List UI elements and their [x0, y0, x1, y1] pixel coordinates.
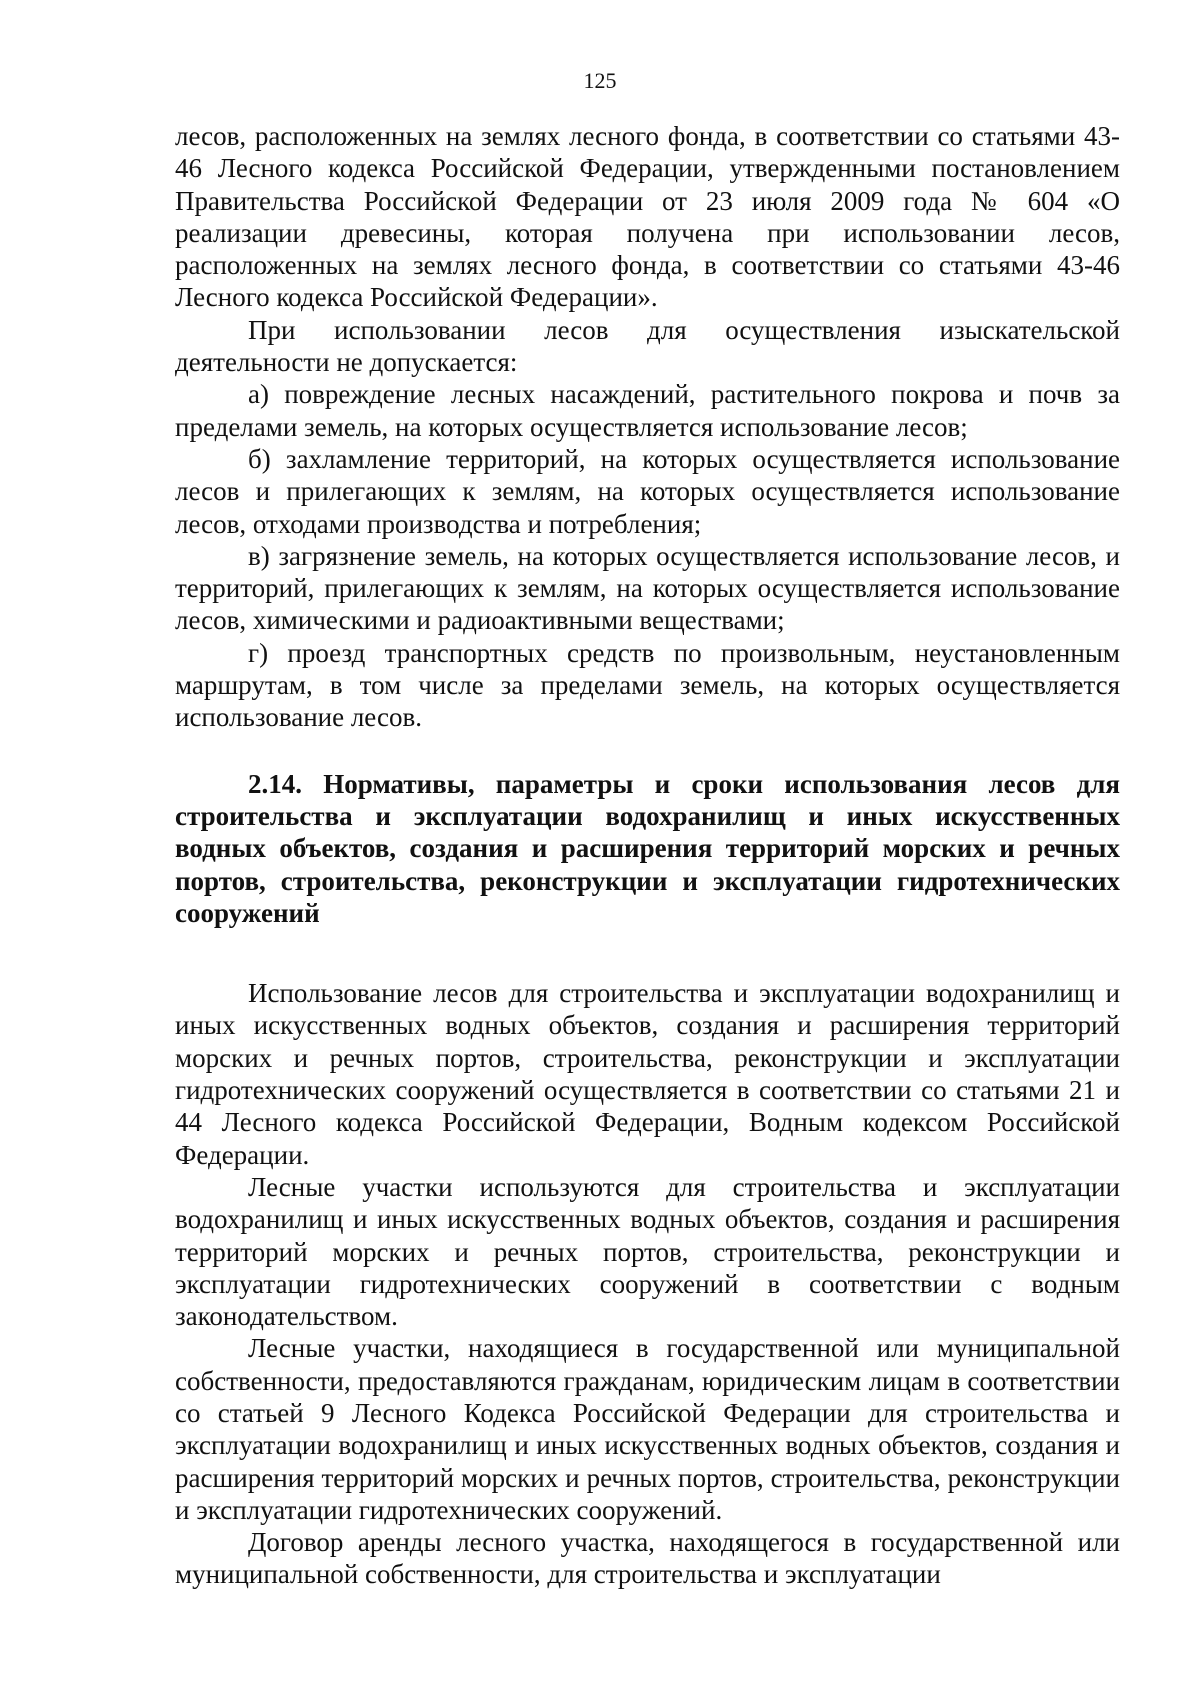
- paragraph-land-use: Лесные участки используются для строительства и эксплуатации водохранилищ и иных искусственных водных объектов, создания и расширения территорий морских и речных портов, строительства, реконструкции и эксплуатации гидротехнических сооружений в соответствии с водным законодательством.: [175, 1171, 1120, 1332]
- section-heading: 2.14. Нормативы, параметры и сроки использования лесов для строительства и эксплуатации водохранилищ и иных искусственных водных объектов, создания и расширения территорий морских и речных портов, строительства, реконструкции и эксплуатации гидротехнических сооружений: [175, 768, 1120, 928]
- paragraph-legal-basis: Использование лесов для строительства и эксплуатации водохранилищ и иных искусственных водных объектов, создания и расширения территорий морских и речных портов, строительства, реконструкции и эксплуатации гидротехнических сооружений осуществляется в соответствии со статьями 21 и 44 Лесного кодекса Российской Федерации, Водным кодексом Российской Федерации.: [175, 978, 1120, 1170]
- list-item-g: г) проезд транспортных средств по произвольным, неустановленным маршрутам, в том числе за пределами земель, на которых осуществляется использование лесов.: [175, 637, 1120, 733]
- paragraph-survey-restrictions-intro: При использовании лесов для осуществления изыскательской деятельности не допускается:: [175, 314, 1120, 378]
- page-body: [175, 120, 1120, 1591]
- paragraph-wood-sales-continuation: лесов, расположенных на землях лесного фонда, в соответствии со статьями 43-46 Лесного кодекса Российской Федерации, утвержденными постановлением Правительства Российской Федерации от 23 июля 2009 года № 604 «О реализации древесины, которая получена при использовании лесов, расположенных на землях лесного фонда, в соответствии со статьями 43-46 Лесного кодекса Российской Федерации».: [175, 121, 1120, 313]
- list-item-a: а) повреждение лесных насаждений, растительного покрова и почв за пределами земель, на которых осуществляется использование лесов;: [175, 379, 1120, 442]
- list-item-v: в) загрязнение земель, на которых осуществляется использование лесов, и территорий, прилегающих к землям, на которых осуществляется использование лесов, химическими и радиоактивными веществами;: [175, 540, 1120, 636]
- paragraph-land-provision: Лесные участки, находящиеся в государственной или муниципальной собственности, предоставляются гражданам, юридическим лицам в соответствии со статьей 9 Лесного Кодекса Российской Федерации для строительства и эксплуатации водохранилищ и иных искусственных водных объектов, создания и расширения территорий морских и речных портов, строительства, реконструкции и эксплуатации гидротехнических сооружений.: [175, 1333, 1120, 1525]
- page-number: 125: [583, 68, 617, 93]
- paragraph-lease-agreement: Договор аренды лесного участка, находящегося в государственной или муниципальной собственности, для строительства и эксплуатации: [175, 1527, 1120, 1590]
- list-item-b: б) захламление территорий, на которых осуществляется использование лесов и прилегающих к землям, на которых осуществляется использование лесов, отходами производства и потребления;: [175, 443, 1120, 539]
